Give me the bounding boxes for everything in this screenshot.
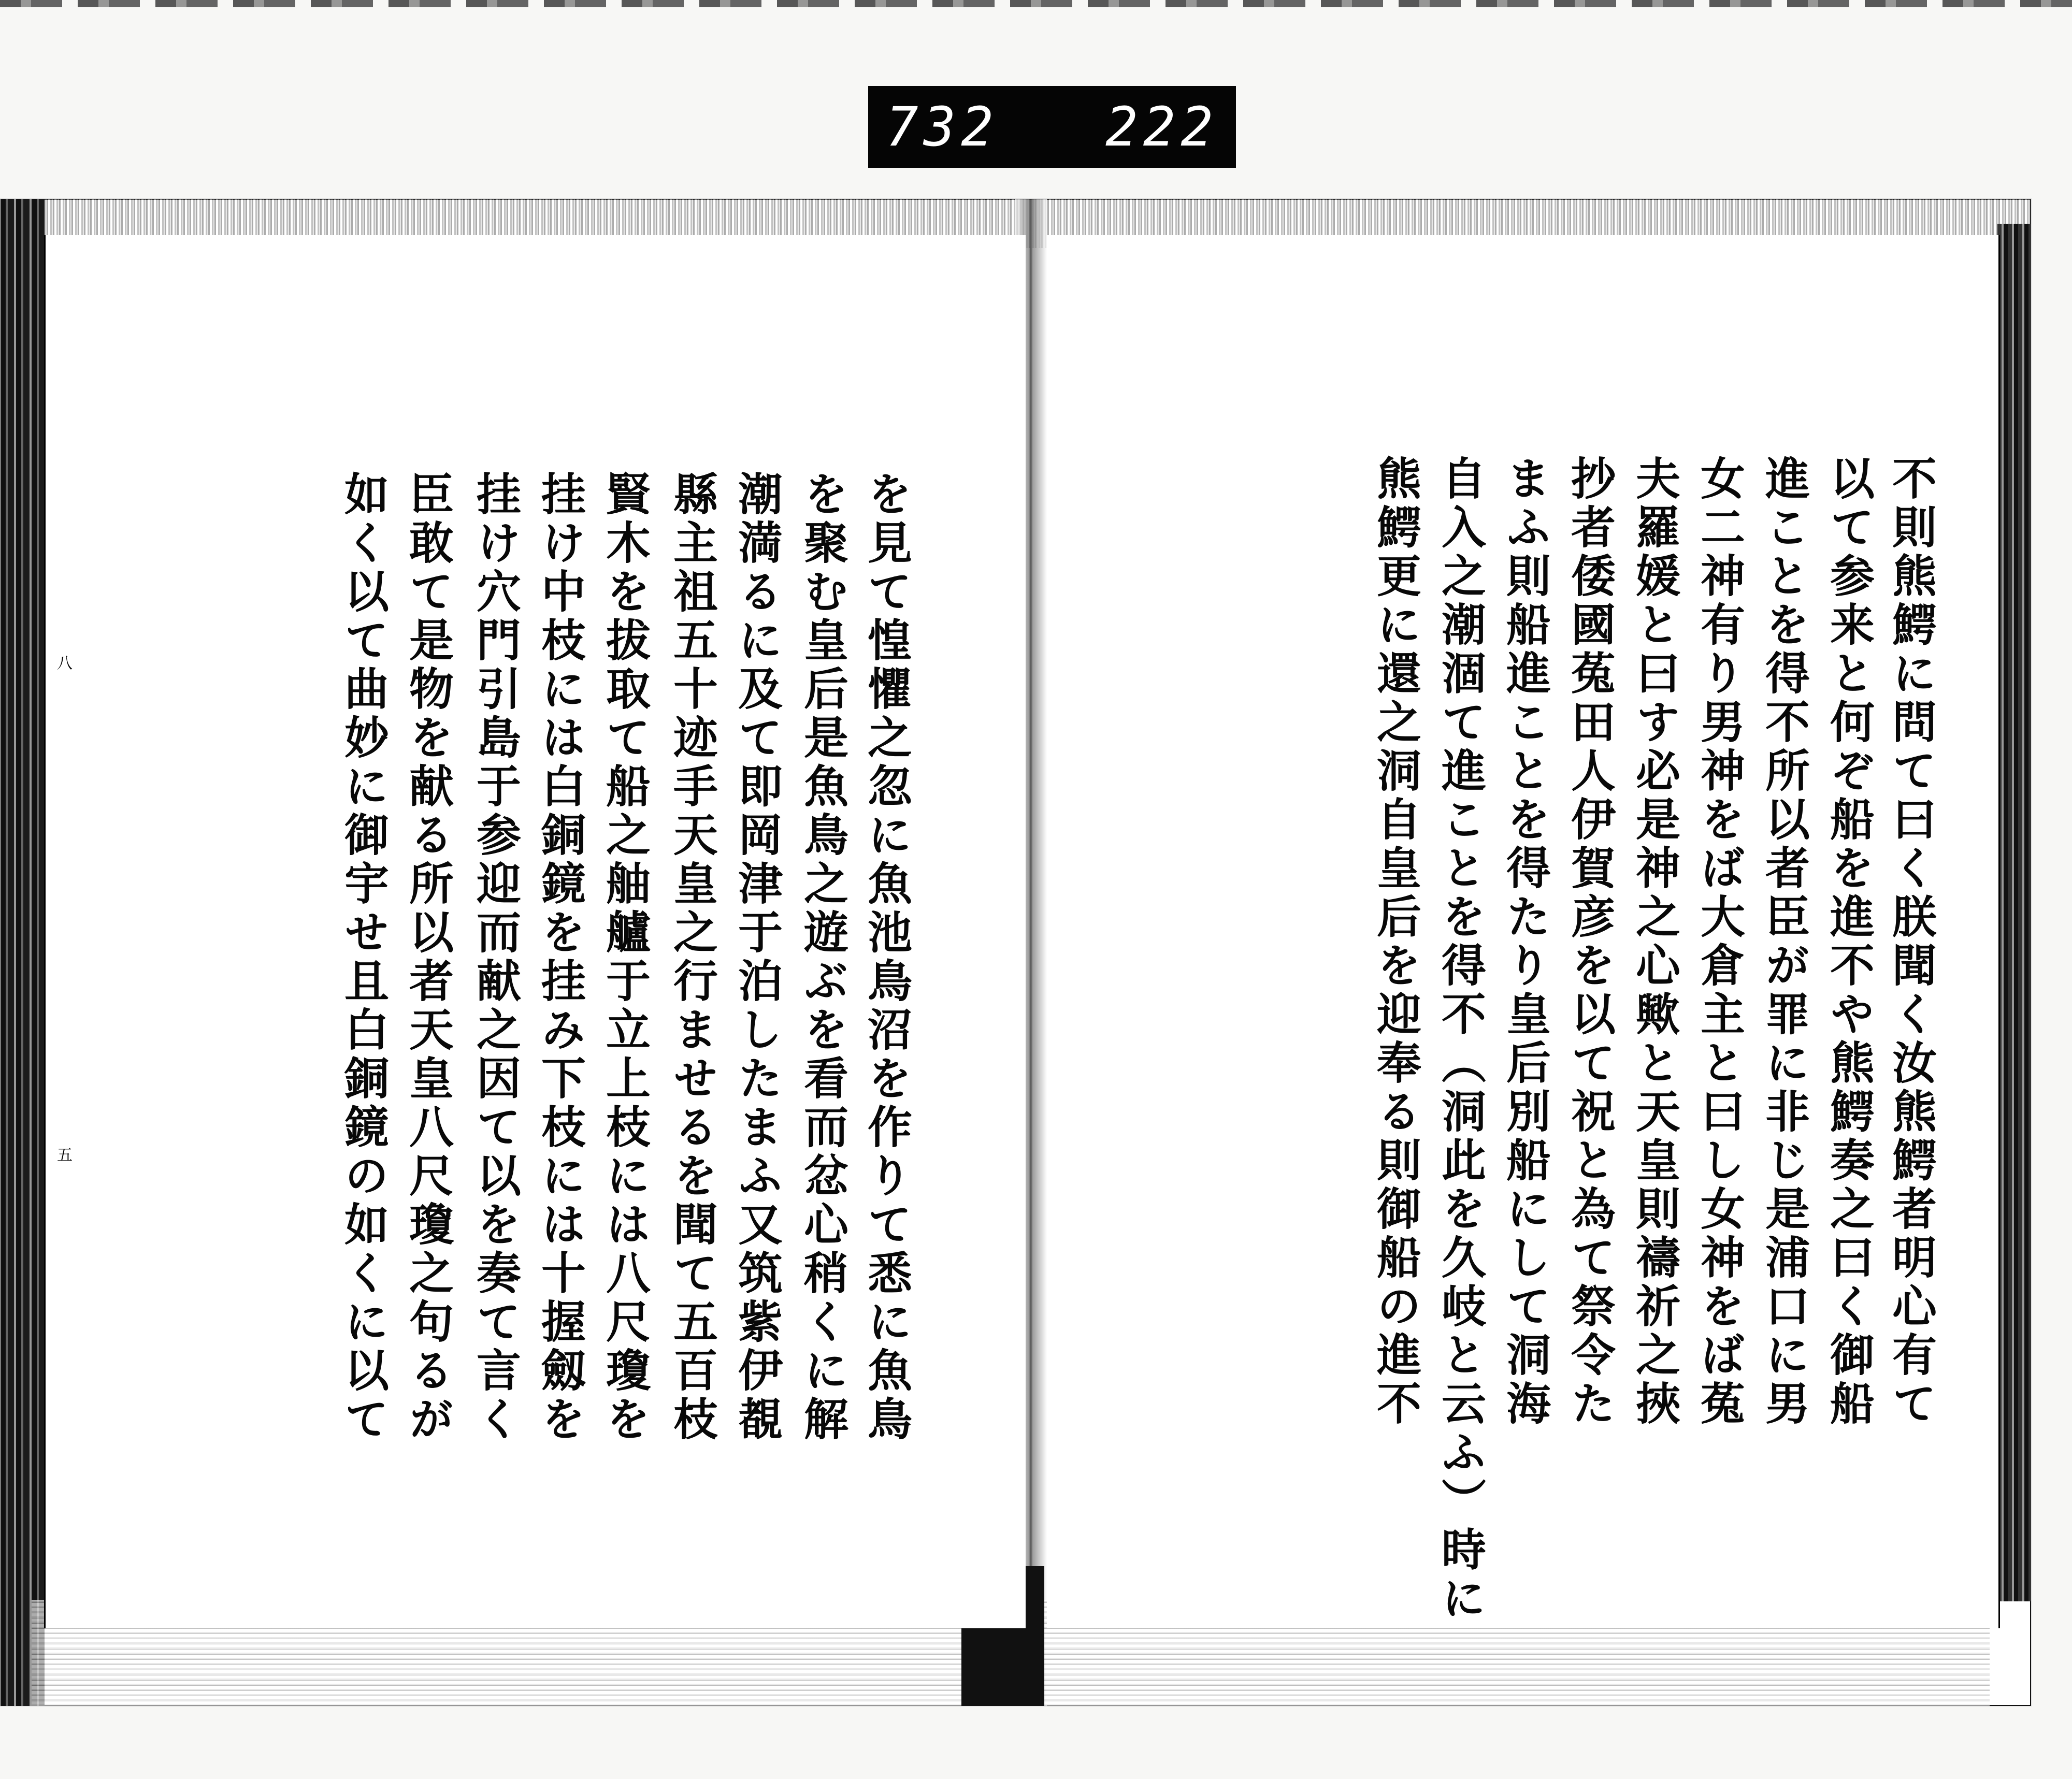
left-text-line-4: 縣主祖五十迹手天皇之行ませるを聞て五百枝 bbox=[666, 471, 718, 1444]
right-book-edge bbox=[1997, 224, 2031, 1601]
left-side-mark-lower: 五 bbox=[54, 1147, 72, 1162]
right-text-line-2: 以て参来と何ぞ船を進不や熊鰐奏之曰く御船 bbox=[1822, 455, 1875, 1429]
left-text-line-3: 潮満るに及て即岡津于泊したまふ又筑紫伊覩 bbox=[730, 471, 783, 1444]
right-text-line-1: 不則熊鰐に問て曰く朕聞く汝熊鰐者明心有て bbox=[1884, 455, 1937, 1429]
left-book-edge bbox=[1, 199, 45, 1706]
open-book bbox=[0, 198, 2032, 1706]
left-text-line-1: を見て惶懼之忽に魚池鳥沼を作りて悉に魚鳥 bbox=[860, 471, 912, 1444]
right-text-line-6: 抄者倭國菟田人伊賀彦を以て祝と為て祭令た bbox=[1563, 455, 1616, 1429]
right-text-line-5: 夫羅媛と曰す必是神之心歟と天皇則禱祈之挾 bbox=[1628, 455, 1680, 1429]
left-page bbox=[44, 235, 1026, 1628]
left-text-line-9: 如く以て曲妙に御宇せ且白銅鏡の如くに以て bbox=[337, 471, 389, 1444]
right-page bbox=[1047, 235, 2000, 1628]
scan-number-right: 222 bbox=[1105, 95, 1218, 158]
right-text-line-4: 女二神有り男神をば大倉主と曰し女神をば菟 bbox=[1693, 455, 1745, 1429]
left-text-line-6: 挂け中枝には白銅鏡を挂み下枝には十握劔を bbox=[534, 471, 586, 1444]
scan-number-left: 732 bbox=[886, 95, 999, 158]
right-text-line-7: まふ則船進ことを得たり皇后別船にして洞海 bbox=[1499, 455, 1551, 1429]
scan-top-edge bbox=[0, 0, 2072, 7]
left-side-mark-upper: 八 bbox=[54, 655, 72, 670]
left-text-line-7: 挂け穴門引島于参迎而献之因て以を奏て言く bbox=[469, 471, 521, 1444]
right-text-line-8: 自入之潮涸て進ことを得不（洞此を久岐と云ふ）時に bbox=[1434, 455, 1486, 1624]
left-text-line-2: を聚む皇后是魚鳥之遊ぶを看而忿心稍くに解 bbox=[796, 471, 848, 1444]
right-text-line-3: 進ことを得不所以者臣が罪に非じ是浦口に男 bbox=[1758, 455, 1810, 1429]
left-text-line-5: 賢木を拔取て船之舳艫于立上枝には八尺瓊を bbox=[598, 471, 651, 1444]
right-text-line-9: 熊鰐更に還之洞自皇后を迎奉る則御船の進不 bbox=[1369, 455, 1421, 1429]
left-text-line-8: 臣敢て是物を献る所以者天皇八尺瓊之句るが bbox=[401, 471, 454, 1444]
scan-label-box bbox=[868, 86, 1236, 168]
